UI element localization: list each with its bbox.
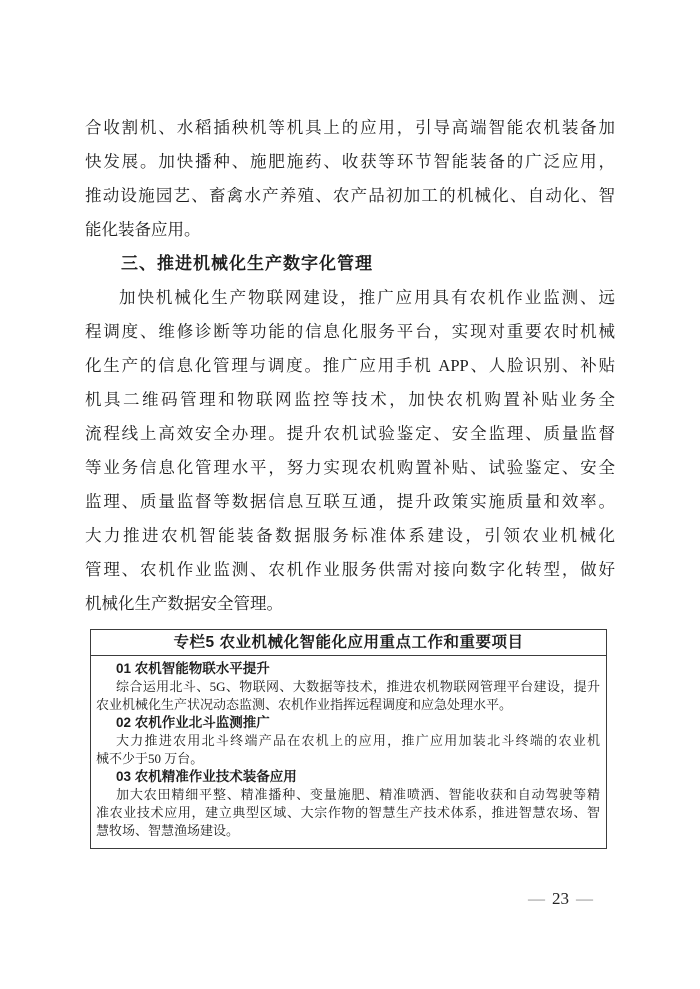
- text-line: 程调度、维修诊断等功能的信息化服务平台，实现对重要农时机械: [85, 322, 615, 341]
- box-item-heading: 01 农机智能物联水平提升: [116, 661, 270, 676]
- paragraph-continuation: [85, 111, 615, 247]
- callout-box-title: 专栏5 农业机械化智能化应用重点工作和重要项目: [91, 630, 606, 656]
- box-item-text-line: 大力推进农用北斗终端产品在农机上的应用，推广应用加装北斗终端的农业机: [116, 733, 600, 748]
- text-line: 管理、农机作业监测、农机作业服务供需对接向数字化转型，做好: [85, 560, 615, 579]
- callout-box-body: [91, 656, 606, 848]
- box-item-text-line: 加大农田精细平整、精准播种、变量施肥、精准喷洒、智能收获和自动驾驶等精: [116, 787, 600, 802]
- text-line: 推动设施园艺、畜禽水产养殖、农产品初加工的机械化、自动化、智: [85, 186, 615, 205]
- section-paragraph: [85, 281, 615, 621]
- text-line: 等业务信息化管理水平，努力实现农机购置补贴、试验鉴定、安全: [85, 458, 615, 477]
- text-line: 化生产的信息化管理与调度。推广应用手机 APP、人脸识别、补贴: [85, 356, 615, 375]
- page-number: [521, 887, 600, 911]
- box-item-text-line: 准农业技术应用，建立典型区域、大宗作物的智慧生产技术体系，推进智慧农场、智: [96, 805, 600, 820]
- section-heading: 三、推进机械化生产数字化管理: [121, 254, 373, 273]
- text-line: 合收割机、水稻插秧机等机具上的应用，引导高端智能农机装备加: [85, 118, 615, 137]
- text-line: 机械化生产数据安全管理。: [85, 594, 283, 613]
- page-number-value: 23: [552, 889, 569, 908]
- box-item-heading: 02 农机作业北斗监测推广: [116, 715, 270, 730]
- text-line: 监理、质量监督等数据信息互联互通，提升政策实施质量和效率。: [85, 492, 615, 511]
- text-line: 大力推进农机智能装备数据服务标准体系建设，引领农业机械化: [85, 526, 615, 545]
- page-content: [85, 111, 615, 621]
- page-number-dash-left: —: [528, 889, 545, 908]
- box-item-text-line: 械不少于50 万台。: [96, 751, 204, 766]
- box-item-text-line: 慧牧场、智慧渔场建设。: [96, 823, 240, 838]
- box-item-text-line: 农业机械化生产状况动态监测、农机作业指挥远程调度和应急处理水平。: [96, 697, 513, 712]
- text-line: 能化装备应用。: [85, 220, 201, 239]
- callout-box: [90, 629, 607, 849]
- box-item-text-line: 综合运用北斗、5G、物联网、大数据等技术，推进农机物联网管理平台建设，提升: [116, 679, 600, 694]
- page-number-dash-right: —: [576, 889, 593, 908]
- text-line: 快发展。加快播种、施肥施药、收获等环节智能装备的广泛应用，: [85, 152, 615, 171]
- text-line: 流程线上高效安全办理。提升农机试验鉴定、安全监理、质量监督: [85, 424, 615, 443]
- text-line: 加快机械化生产物联网建设，推广应用具有农机作业监测、远: [119, 288, 615, 307]
- box-item-heading: 03 农机精准作业技术装备应用: [116, 769, 297, 784]
- text-line: 机具二维码管理和物联网监控等技术，加快农机购置补贴业务全: [85, 390, 615, 409]
